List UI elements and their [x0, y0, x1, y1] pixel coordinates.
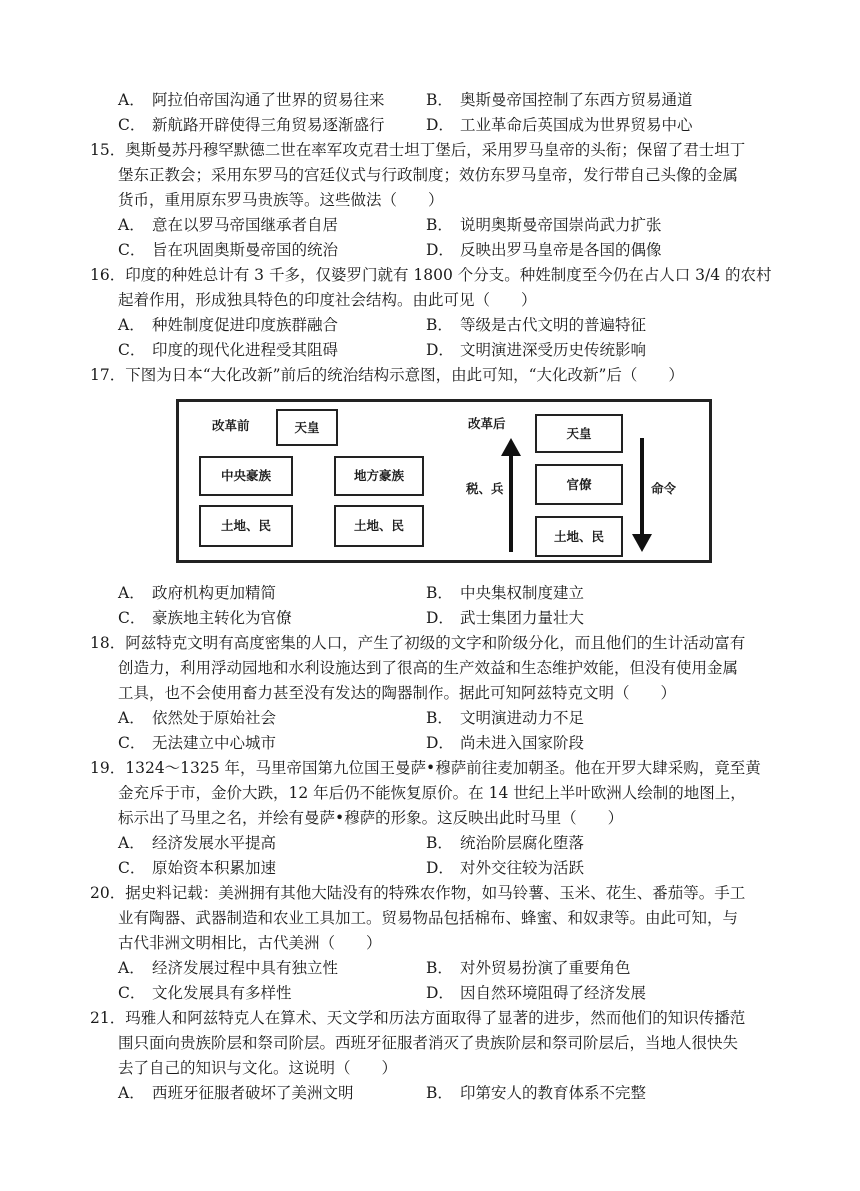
down-arrow-shaft — [640, 438, 644, 538]
q16-option-c: C． 印度的现代化进程受其阻碍 — [118, 341, 339, 359]
q14-option-c: C． 新航路开辟使得三角贸易逐渐盛行 — [118, 116, 385, 134]
q21-stem-line-3: 去了自己的知识与文化。这说明（ ） — [118, 1059, 398, 1077]
label-command: 命令 — [651, 481, 677, 496]
q15-stem-line-1: 15．奥斯曼苏丹穆罕默德二世在率军攻克君士坦丁堡后，采用罗马皇帝的头衔；保留了君士坦丁 — [90, 141, 746, 159]
box-emperor-before: 天皇 — [276, 409, 338, 446]
q18-option-a: A． 依然处于原始社会 — [118, 709, 277, 727]
q17-option-c: C． 豪族地主转化为官僚 — [118, 609, 292, 627]
q20-option-b: B． 对外贸易扮演了重要角色 — [426, 959, 631, 977]
q19-stem-line-3: 标示出了马里之名，并绘有曼萨•穆萨的形象。这反映出此时马里（ ） — [118, 809, 624, 827]
q20-stem-line-3: 古代非洲文明相比，古代美洲（ ） — [118, 934, 382, 952]
box-emperor-after: 天皇 — [535, 414, 623, 453]
q16-stem-line-1: 16．印度的种姓总计有 3 千多，仅婆罗门就有 1800 个分支。种姓制度至今仍在占人口 3/4 的农村 — [90, 266, 772, 284]
q16-option-d: D． 文明演进深受历史传统影响 — [426, 341, 647, 359]
q14-option-a: A． 阿拉伯帝国沟通了世界的贸易往来 — [118, 91, 385, 109]
q17-option-d: D． 武士集团力量壮大 — [426, 609, 585, 627]
label-before-reform: 改革前 — [212, 418, 250, 433]
up-arrow-icon — [501, 438, 521, 456]
q15-option-d: D． 反映出罗马皇帝是各国的偶像 — [426, 241, 662, 259]
q19-option-d: D． 对外交往较为活跃 — [426, 859, 585, 877]
q20-stem-line-1: 20．据史料记载：美洲拥有其他大陆没有的特殊农作物，如马铃薯、玉米、花生、番茄等。手工 — [90, 884, 746, 902]
q21-option-b: B． 印第安人的教育体系不完整 — [426, 1084, 647, 1102]
q19-option-c: C． 原始资本积累加速 — [118, 859, 277, 877]
q15-option-b: B． 说明奥斯曼帝国崇尚武力扩张 — [426, 216, 662, 234]
q20-option-d: D． 因自然环境阻碍了经济发展 — [426, 984, 647, 1002]
box-local-clan: 地方豪族 — [334, 456, 424, 496]
q18-option-b: B． 文明演进动力不足 — [426, 709, 585, 727]
box-bureaucracy: 官僚 — [535, 464, 623, 505]
down-arrow-icon — [632, 534, 652, 552]
box-land-people-3: 土地、民 — [535, 516, 623, 557]
q21-stem-line-1: 21．玛雅人和阿兹特克人在算术、天文学和历法方面取得了显著的进步，然而他们的知识传播范 — [90, 1009, 746, 1027]
q15-option-c: C． 旨在巩固奥斯曼帝国的统治 — [118, 241, 339, 259]
taika-reform-diagram — [176, 399, 712, 563]
label-after-reform: 改革后 — [468, 416, 506, 431]
q16-option-b: B． 等级是古代文明的普遍特征 — [426, 316, 647, 334]
q20-option-a: A． 经济发展过程中具有独立性 — [118, 959, 339, 977]
q19-option-b: B． 统治阶层腐化堕落 — [426, 834, 585, 852]
q20-stem-line-2: 业有陶器、武器制造和农业工具加工。贸易物品包括棉布、蜂蜜、和奴隶等。由此可知，与 — [118, 909, 739, 927]
q18-option-d: D． 尚未进入国家阶段 — [426, 734, 585, 752]
q15-stem-line-3: 货币，重用原东罗马贵族等。这些做法（ ） — [118, 191, 444, 209]
q17-stem-line-1: 17．下图为日本“大化改新”前后的统治结构示意图，由此可知，“大化改新”后（ ） — [90, 366, 684, 384]
box-land-people-2: 土地、民 — [334, 505, 424, 547]
q14-option-b: B． 奥斯曼帝国控制了东西方贸易通道 — [426, 91, 693, 109]
label-tax-soldier: 税、兵 — [466, 481, 504, 496]
q16-option-a: A． 种姓制度促进印度族群融合 — [118, 316, 339, 334]
q16-stem-line-2: 起着作用，形成独具特色的印度社会结构。由此可见（ ） — [118, 291, 537, 309]
up-arrow-shaft — [509, 452, 513, 552]
q19-stem-line-1: 19．1324～1325 年，马里帝国第九位国王曼萨•穆萨前往麦加朝圣。他在开罗大肆采购，竟至黄 — [90, 759, 761, 777]
q14-option-d: D． 工业革命后英国成为世界贸易中心 — [426, 116, 693, 134]
q20-option-c: C． 文化发展具有多样性 — [118, 984, 292, 1002]
q15-option-a: A． 意在以罗马帝国继承者自居 — [118, 216, 339, 234]
q17-option-b: B． 中央集权制度建立 — [426, 584, 585, 602]
q18-stem-line-3: 工具，也不会使用畜力甚至没有发达的陶器制作。据此可知阿兹特克文明（ ） — [118, 684, 677, 702]
q18-stem-line-1: 18．阿兹特克文明有高度密集的人口，产生了初级的文字和阶级分化，而且他们的生计活动富有 — [90, 634, 746, 652]
box-central-clan: 中央豪族 — [199, 456, 293, 496]
q19-stem-line-2: 金充斥于市，金价大跌，12 年后仍不能恢复原价。在 14 世纪上半叶欧洲人绘制的地图上， — [118, 784, 746, 802]
q18-option-c: C． 无法建立中心城市 — [118, 734, 277, 752]
q15-stem-line-2: 堡东正教会；采用东罗马的宫廷仪式与行政制度；效仿东罗马皇帝，发行带自己头像的金属 — [118, 166, 739, 184]
q17-option-a: A． 政府机构更加精简 — [118, 584, 277, 602]
box-land-people-1: 土地、民 — [199, 505, 293, 547]
q21-option-a: A． 西班牙征服者破坏了美洲文明 — [118, 1084, 354, 1102]
q19-option-a: A． 经济发展水平提高 — [118, 834, 277, 852]
q21-stem-line-2: 围只面向贵族阶层和祭司阶层。西班牙征服者消灭了贵族阶层和祭司阶层后，当地人很快失 — [118, 1034, 739, 1052]
q18-stem-line-2: 创造力，利用浮动园地和水利设施达到了很高的生产效益和生态维护效能，但没有使用金属 — [118, 659, 739, 677]
